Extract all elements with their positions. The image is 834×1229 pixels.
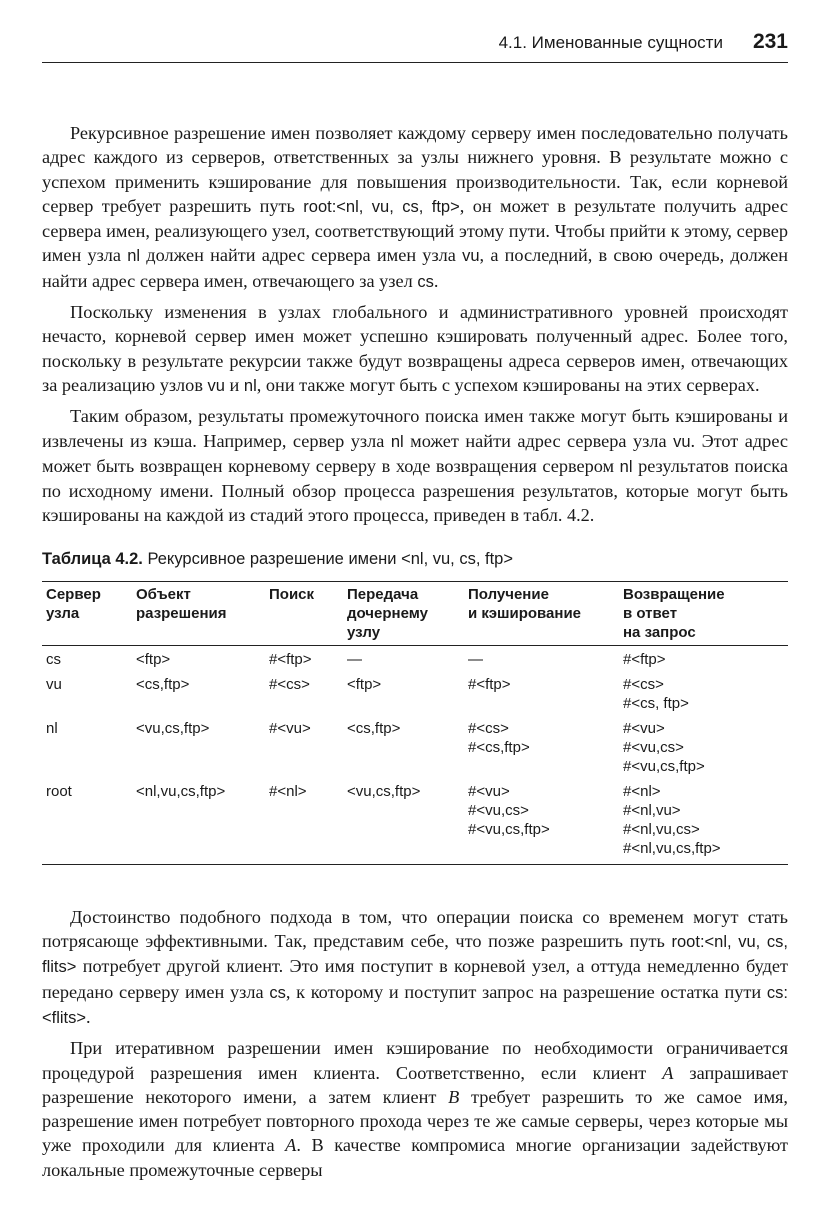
column-header-line: Сервер xyxy=(46,585,101,603)
table-cell xyxy=(464,673,619,717)
table-cell xyxy=(42,780,132,865)
path-term: nl xyxy=(619,457,633,476)
text-run: потребует другой клиент. Это имя поступит в корневой узел, а оттуда немедленно будет передано серверу имен узла xyxy=(42,956,788,1002)
cell-line: <ftp> xyxy=(136,650,171,668)
table-row xyxy=(42,673,788,717)
table-header-row xyxy=(42,581,788,645)
path-term: vu xyxy=(462,247,480,266)
column-header-line: Поиск xyxy=(269,585,315,603)
cell-line: #<nl,vu,cs,ftp> xyxy=(623,839,721,857)
cell-line: #<nl,vu> xyxy=(623,801,681,819)
path-term: cs:<flits> xyxy=(42,983,788,1027)
table-cell xyxy=(464,717,619,780)
text-run: может найти адрес сервера узла xyxy=(403,430,674,451)
paragraph xyxy=(42,300,788,398)
cell-line: <nl,vu,cs,ftp> xyxy=(136,782,226,800)
cell-line: vu xyxy=(46,675,62,693)
column-header-line: в ответ xyxy=(623,604,678,622)
table-cell xyxy=(464,645,619,673)
cell-line: <vu,cs,ftp> xyxy=(136,719,210,737)
table-cell xyxy=(619,780,788,865)
cell-line: #<cs> xyxy=(269,675,310,693)
path-term: cs xyxy=(417,272,434,291)
path-term: vu xyxy=(207,376,225,395)
table-cell xyxy=(619,645,788,673)
column-header xyxy=(619,581,788,645)
cell-line: #<vu,cs,ftp> xyxy=(468,820,550,838)
cell-line: cs xyxy=(46,650,61,668)
cell-line: <ftp> xyxy=(347,675,382,693)
text-run: При итеративном разрешении имен кэширование по необходимости ограничивается процедурой разрешения имен клиента. Соответственно, если клиент xyxy=(42,1038,788,1083)
client-variable: A xyxy=(662,1062,674,1083)
paragraph xyxy=(42,905,788,1030)
column-header xyxy=(42,581,132,645)
table-row xyxy=(42,780,788,865)
path-term: cs xyxy=(269,983,286,1002)
table-cell xyxy=(132,645,265,673)
table-cell xyxy=(265,717,343,780)
table-caption-text: Рекурсивное разрешение имени <nl, vu, cs, ftp> xyxy=(142,549,513,568)
text-run: , к которому и поступит запрос на разрешение остатка пути xyxy=(285,981,767,1002)
text-run: должен найти адрес сервера имен узла xyxy=(140,245,463,266)
text-run: Таким образом, результаты промежуточного поиска имен также могут быть кэшированы и извлечены из кэша. Например, сервер узла xyxy=(42,406,788,451)
table-row xyxy=(42,645,788,673)
cell-line: <cs,ftp> xyxy=(136,675,190,693)
cell-line: #<nl> xyxy=(269,782,307,800)
paragraph xyxy=(42,404,788,527)
running-header xyxy=(42,30,788,63)
text-run: , а последний, в свою очередь, должен найти адрес сервера имен, отвечающего за узел xyxy=(42,245,788,291)
client-variable: A xyxy=(285,1135,297,1156)
table-cell xyxy=(464,780,619,865)
path-term: vu xyxy=(673,432,691,451)
text-run: . Этот адрес может быть возвращен корневому серверу в ходе возвращения сервером xyxy=(42,430,789,476)
table-cell xyxy=(42,717,132,780)
client-variable: B xyxy=(448,1086,460,1107)
cell-line: #<cs> xyxy=(468,719,509,737)
text-run: . В качестве компромиса многие организации задействуют локальные промежуточные серверы xyxy=(42,1135,788,1180)
column-header-line: узлу xyxy=(347,623,381,641)
paragraph xyxy=(42,121,788,294)
table-caption xyxy=(42,550,788,569)
table-cell xyxy=(343,645,464,673)
text-run: Достоинство подобного подхода в том, что операции поиска со временем могут стать потрясающе эффективными. Так, представим себе, что позже разрешить путь xyxy=(42,906,788,952)
text-run: требует разрешить то же самое имя, разрешение имен потребует повторного прохода через те же самые серверы, через которые мы уже проходили для клиента xyxy=(42,1086,788,1156)
paragraph xyxy=(42,1036,788,1182)
page-number: 231 xyxy=(752,30,788,53)
column-header-line: Возвращение xyxy=(623,585,725,603)
cell-line: #<nl,vu,cs> xyxy=(623,820,700,838)
cell-line: #<vu> xyxy=(623,719,665,737)
cell-line: #<vu> xyxy=(269,719,311,737)
cell-line: #<nl> xyxy=(623,782,661,800)
table-body xyxy=(42,645,788,864)
column-header-line: Объект xyxy=(136,585,191,603)
cell-line: <vu,cs,ftp> xyxy=(347,782,421,800)
column-header-line: на запрос xyxy=(623,623,696,641)
text-run: . xyxy=(433,270,439,291)
column-header-line: разрешения xyxy=(136,604,227,622)
table-cell xyxy=(343,780,464,865)
cell-line: #<ftp> xyxy=(468,675,511,693)
text-run: , он может в результате получить адрес сервера имен, реализующего узел, соответствующий этому пути. Чтобы прийти к этому, сервер имен узла xyxy=(42,195,788,266)
cell-line: root xyxy=(46,782,72,800)
cell-line: #<ftp> xyxy=(269,650,312,668)
path-term: root:<nl, vu, cs, ftp> xyxy=(303,197,460,216)
table-cell xyxy=(619,717,788,780)
text-run: Рекурсивное разрешение имен позволяет каждому серверу имен последовательно получать адрес каждого из серверов, ответственных за узлы нижнего уровня. В результате можно с успехом применить кэширование для повышения производительности. Так, если корневой сервер требует разрешить путь xyxy=(42,123,788,216)
table-cell xyxy=(132,780,265,865)
text-run: Поскольку изменения в узлах глобального и административного уровней происходят нечасто, корневой сервер имен может успешно кэшировать полученный адрес. Более того, поскольку в результате рекурсии также будут возвращены адреса серверов имен, отвечающих за реализацию узлов xyxy=(42,302,788,395)
column-header-line: Передача xyxy=(347,585,419,603)
table-cell xyxy=(265,780,343,865)
column-header-line: узла xyxy=(46,604,80,622)
table-cell xyxy=(265,645,343,673)
table-cell xyxy=(265,673,343,717)
cell-line: — xyxy=(347,650,362,668)
table-cell xyxy=(42,645,132,673)
path-term: root:<nl, vu, cs, flits> xyxy=(42,933,788,977)
cell-line: #<ftp> xyxy=(623,650,666,668)
cell-line: #<cs, ftp> xyxy=(623,694,689,712)
text-run: , они также могут быть с успехом кэшированы на этих серверах. xyxy=(256,374,760,395)
column-header xyxy=(343,581,464,645)
cell-line: #<vu,cs> xyxy=(468,801,529,819)
cell-line: nl xyxy=(46,719,58,737)
table-caption-label: Таблица 4.2. xyxy=(42,549,143,568)
table-cell xyxy=(343,717,464,780)
column-header xyxy=(464,581,619,645)
table-cell xyxy=(343,673,464,717)
cell-line: #<cs> xyxy=(623,675,664,693)
text-run: запрашивает разрешение некоторого имени, а затем клиент xyxy=(42,1062,788,1107)
column-header-line: дочернему xyxy=(347,604,428,622)
cell-line: #<vu,cs> xyxy=(623,738,684,756)
cell-line: — xyxy=(468,650,483,668)
table-cell xyxy=(619,673,788,717)
cell-line: #<vu,cs,ftp> xyxy=(623,757,705,775)
path-term: nl xyxy=(390,432,404,451)
table-cell xyxy=(132,673,265,717)
cell-line: <cs,ftp> xyxy=(347,719,401,737)
table-cell xyxy=(132,717,265,780)
text-run: и xyxy=(224,374,244,395)
book-page xyxy=(42,30,788,1182)
column-header-line: Получение xyxy=(468,585,549,603)
text-run: . xyxy=(86,1006,91,1027)
path-term: nl xyxy=(243,376,257,395)
column-header-line: и кэширование xyxy=(468,604,582,622)
column-header xyxy=(132,581,265,645)
resolution-table xyxy=(42,581,788,865)
table-cell xyxy=(42,673,132,717)
cell-line: #<cs,ftp> xyxy=(468,738,530,756)
text-run: результатов поиска по исходному имени. Полный обзор процесса разрешения результатов, которые могут быть кэшированы на каждой из стадий этого процесса, приведен в табл. 4.2. xyxy=(42,455,788,526)
section-title: 4.1. Именованные сущности xyxy=(498,33,723,52)
table-row xyxy=(42,717,788,780)
cell-line: #<vu> xyxy=(468,782,510,800)
column-header xyxy=(265,581,343,645)
path-term: nl xyxy=(127,247,141,266)
